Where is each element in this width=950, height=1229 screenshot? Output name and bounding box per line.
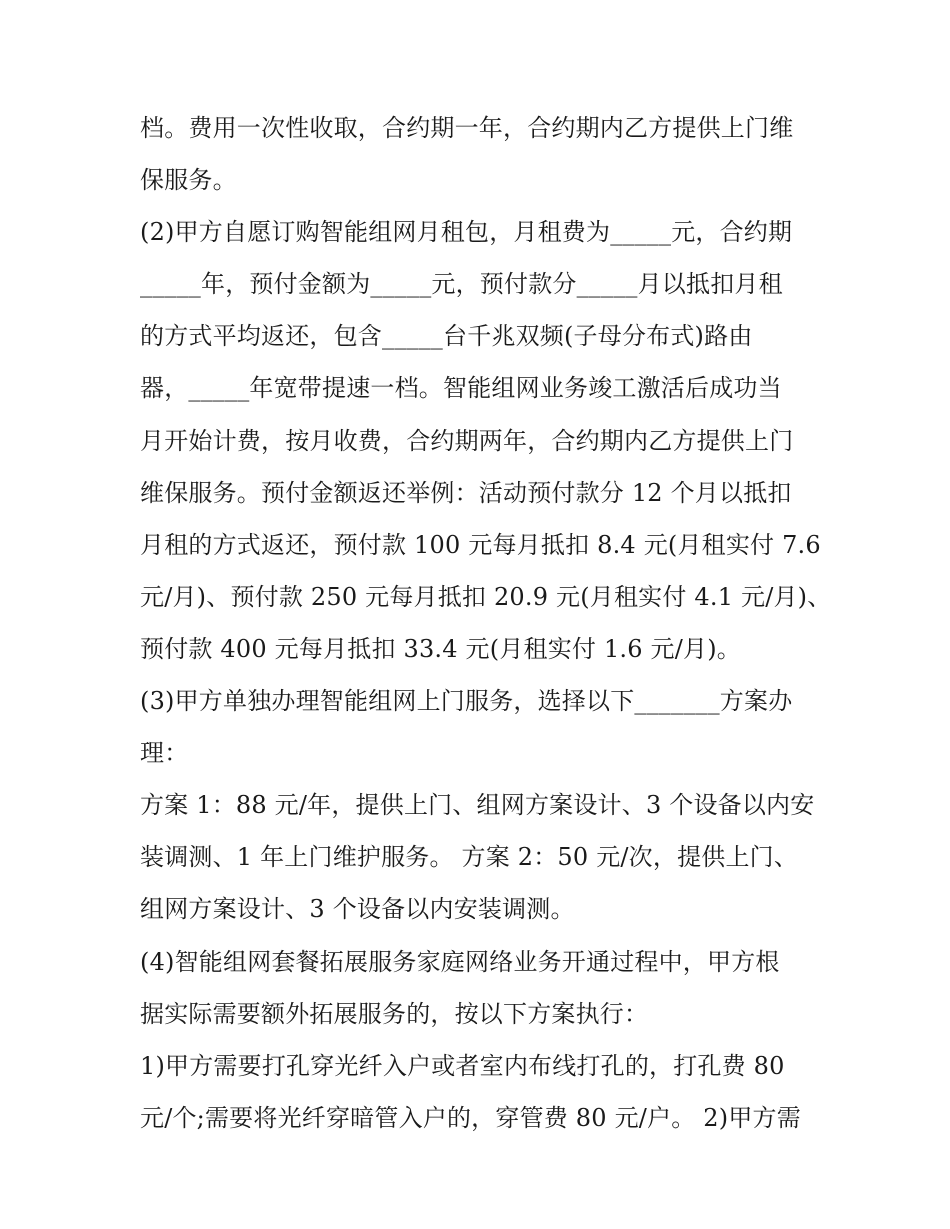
text-line: 方案 1：88 元/年，提供上门、组网方案设计、3 个设备以内安 (140, 791, 815, 820)
text-line: 1)甲方需要打孔穿光纤入户或者室内布线打孔的，打孔费 80 (140, 1051, 785, 1080)
text-line: (4)智能组网套餐拓展服务家庭网络业务开通过程中，甲方根 (140, 947, 780, 976)
text-line: 保服务。 (140, 166, 237, 195)
text-line: 据实际需要额外拓展服务的，按以下方案执行： (140, 999, 649, 1028)
text-line: 装调测、1 年上门维护服务。 方案 2：50 元/次，提供上门、 (140, 843, 799, 872)
text-line: _____年，预付金额为_____元，预付款分_____月以抵扣月租 (140, 270, 783, 299)
text-line: 理： (140, 739, 189, 768)
text-line: 维保服务。预付金额返还举例：活动预付款分 12 个月以抵扣 (140, 478, 792, 507)
text-line: 月租的方式返还，预付款 100 元每月抵扣 8.4 元(月租实付 7.6 (140, 530, 821, 559)
text-line: (2)甲方自愿订购智能组网月租包，月租费为_____元，合约期 (140, 218, 793, 247)
text-line: 档。费用一次性收取，合约期一年，合约期内乙方提供上门维 (140, 114, 794, 142)
document-body (140, 102, 832, 1144)
text-line: 元/月)、预付款 250 元每月抵扣 20.9 元(月租实付 4.1 元/月)、 (140, 582, 832, 611)
text-line: (3)甲方单独办理智能组网上门服务，选择以下_______方案办 (140, 687, 793, 716)
text-line: 的方式平均返还，包含_____台千兆双频(子母分布式)路由 (140, 322, 753, 351)
text-line: 预付款 400 元每月抵扣 33.4 元(月租实付 1.6 元/月)。 (140, 634, 741, 663)
text-line: 器，_____年宽带提速一档。智能组网业务竣工激活后成功当 (140, 374, 782, 403)
text-line: 月开始计费，按月收费，合约期两年，合约期内乙方提供上门 (140, 426, 794, 455)
text-line: 组网方案设计、3 个设备以内安装调测。 (140, 895, 575, 924)
text-line: 元/个;需要将光纤穿暗管入户的，穿管费 80 元/户。 2)甲方需 (140, 1103, 801, 1132)
